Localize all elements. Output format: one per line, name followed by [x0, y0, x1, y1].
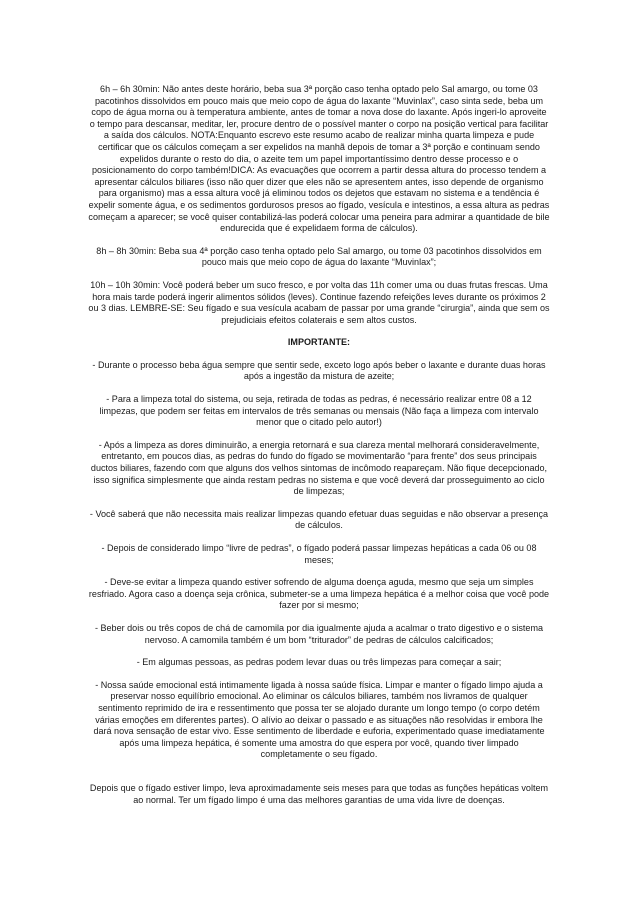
heading-importante: IMPORTANTE:: [287, 337, 351, 348]
note-item: - Durante o processo beba água sempre que sentir sede, exceto logo após beber o laxante e durante duas horas após a ingestão da mistura de azeite;: [92, 359, 546, 382]
note-item: - Em algumas pessoas, as pedras podem levar duas ou três limpezas para começar a sair;: [136, 657, 502, 668]
paragraph-6h: 6h – 6h 30min: Não antes deste horário, beba sua 3ª porção caso tenha optado pelo Sal amargo, ou tome 03 pacotinhos dissolvidos em pouco mais que meio copo de água do laxante “Muvinlax”, caso sinta sede, beba um copo de água morna ou à temperatura ambiente, antes de tomar a nova dose do laxante. Após ingeri-lo aproveite o tempo para descansar, meditar, ler, procure dentro de o possível manter o corpo na posição vertical para facilitar a saída dos cálculos. NOTA:Enquanto escrevo este resumo acabo de realizar minha quarta limpeza e pude certificar que os cálculos começam a ser expelidos na manhã depois de tomar a 3ª porção e continuam sendo expelidos durante o resto do dia, o azeite tem um papel importantíssimo dentro desse processo e o posicionamento do corpo também!DICA: As evacuações que ocorrem a partir dessa altura do processo tendem a apresentar cálculos biliares (isso não quer dizer que eles não se apresentem antes, isso depende de organismo para organismo) mas a essa altura você já eliminou todos os dejetos que estavam no sistema e a tendência é expelir somente água, e os sedimentos gordurosos presos ao fígado, vesícula e intestinos, a essa altura as pedras começam a aparecer; se você quiser contabilizá-las poderá colocar uma peneira para admirar a quantidade de bile endurecida que é expelidaem forma de cálculos).: [88, 84, 550, 234]
note-item: - Para a limpeza total do sistema, ou seja, retirada de todas as pedras, é necessário realizar entre 08 a 12 limpezas, que podem ser feitas em intervalos de três semanas ou mensais (Não faça a limpeza com intervalo menor que o citado pelo autor!): [99, 394, 539, 428]
paragraph-8h: 8h – 8h 30min: Beba sua 4ª porção caso tenha optado pelo Sal amargo, ou tome 03 pacotinhos dissolvidos em pouco mais que meio copo de água do laxante “Muvinlax”;: [96, 245, 542, 268]
note-item: - Deve-se evitar a limpeza quando estiver sofrendo de alguma doença aguda, mesmo que seja um simples resfriado. Agora caso a doença seja crônica, submeter-se a uma limpeza hepática é a melhor coisa que você pode fazer por si mesmo;: [88, 577, 550, 611]
note-item: - Após a limpeza as dores diminuirão, a energia retornará e sua clareza mental melhorará consideravelmente, entretanto, em poucos dias, as pedras do fundo do fígado se movimentarão “para frente” dos seus principais ductos biliares, fazendo com que alguns dos velhos sintomas de incômodo reapareçam. Não fique decepcionado, isso significa simplesmente que ainda restam pedras no sistema e que você deverá dar prosseguimento ao ciclo de limpezas;: [90, 439, 548, 497]
note-item: - Você saberá que não necessita mais realizar limpezas quando efetuar duas seguidas e não observar a presença de cálculos.: [89, 508, 549, 531]
paragraph-10h: 10h – 10h 30min: Você poderá beber um suco fresco, e por volta das 11h comer uma ou duas frutas frescas. Uma hora mais tarde poderá ingerir alimentos sólidos (leves). Continue fazendo refeições leves durante os próximos 2 ou 3 dias. LEMBRE-SE: Seu fígado e sua vesícula acabam de passar por uma grande “cirurgia”, ainda que sem os prejudiciais efeitos colaterais e sem altos custos.: [88, 279, 550, 325]
note-item: - Nossa saúde emocional está intimamente ligada à nossa saúde física. Limpar e manter o fígado limpo ajuda a preservar nosso equilíbrio emocional. Ao eliminar os cálculos biliares, também nos livramos de qualquer sentimento reprimido de ira e ressentimento que possa ter se alojado durante um longo tempo (o corpo detém várias emoções em diferentes partes). O alívio ao deixar o passado e as situações não resolvidas ir embora lhe dará nova sensação de estar vivo. Esse sentimento de liberdade e euforia, experimentado quase imediatamente após uma limpeza hepática, é somente uma amostra do que espera por você, quando tiver limpado completamente o seu fígado.: [93, 679, 545, 760]
note-item: - Depois de considerado limpo “livre de pedras”, o fígado poderá passar limpezas hepáticas a cada 06 ou 08 meses;: [101, 543, 537, 565]
note-item: - Beber dois ou três copos de chá de camomila por dia igualmente ajuda a acalmar o trato digestivo e o sistema nervoso. A camomila também é um bom “triturador” de pedras de cálculos calcificados;: [94, 622, 544, 645]
closing-paragraph: Depois que o fígado estiver limpo, leva aproximadamente seis meses para que todas as funções hepáticas voltem ao normal. Ter um fígado limpo é uma das melhores garantias de uma vida livre de doenças.: [89, 782, 549, 805]
